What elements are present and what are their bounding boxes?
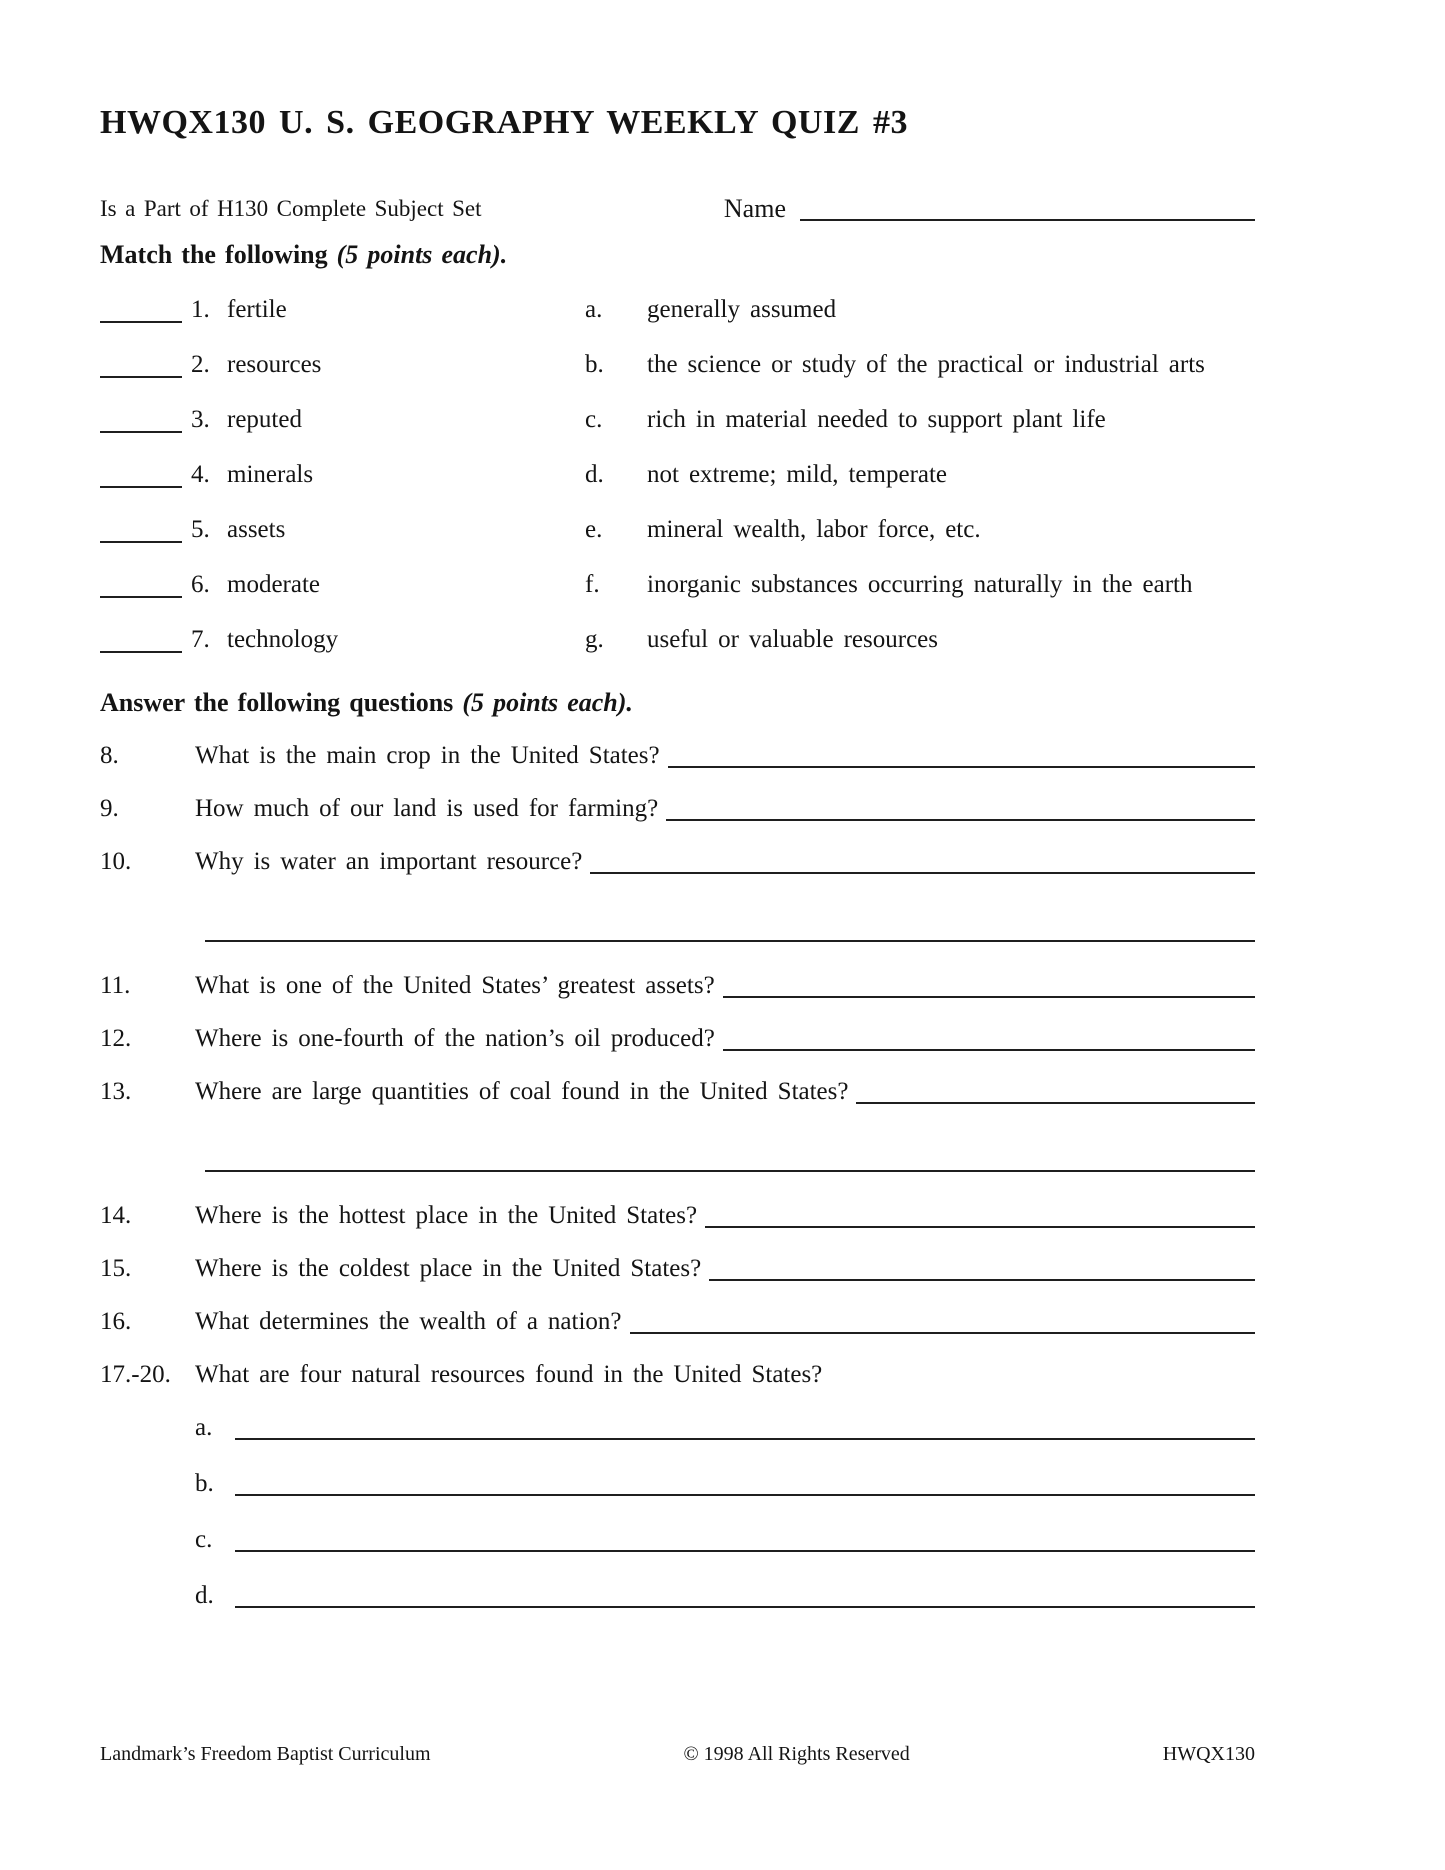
answer-line — [723, 969, 1255, 998]
footer-copyright: © 1998 All Rights Reserved — [683, 1743, 910, 1765]
answer-blank — [100, 293, 182, 323]
answer-blank — [100, 403, 182, 433]
footer — [100, 1742, 1255, 1766]
answer-line — [723, 1022, 1255, 1051]
sub-answer-line — [235, 1579, 1255, 1608]
footer-document-code: HWQX130 — [1162, 1743, 1255, 1765]
definition-letter: g. — [585, 626, 604, 653]
sub-answer-row — [195, 1411, 1255, 1444]
question-number: 16. — [100, 1308, 132, 1335]
sub-answer-line — [235, 1411, 1255, 1440]
definition-letter: c. — [585, 406, 603, 433]
matching-points-note: (5 points each). — [336, 240, 508, 269]
term-label: assets — [227, 516, 286, 543]
answer-blank — [100, 513, 182, 543]
term-number: 5. — [191, 516, 210, 543]
term-number: 4. — [191, 461, 210, 488]
answer-blank — [100, 348, 182, 378]
term-label: minerals — [227, 461, 314, 488]
match-row — [100, 513, 1255, 546]
questions-points-note: (5 points each). — [462, 688, 633, 717]
sub-answer-row — [195, 1523, 1255, 1556]
answer-line-continuation — [205, 914, 1255, 942]
definition-letter: f. — [585, 571, 600, 598]
definition-letter: e. — [585, 516, 603, 543]
term-label: moderate — [227, 571, 321, 598]
term-label: reputed — [227, 406, 302, 433]
term-number: 2. — [191, 351, 210, 378]
definition-text: generally assumed — [647, 296, 837, 323]
question-text: Where is one-fourth of the nation’s oil produced? — [195, 1025, 715, 1052]
definition-letter: d. — [585, 461, 604, 488]
question-row — [100, 1075, 1255, 1108]
question-text: How much of our land is used for farming? — [195, 795, 659, 822]
term-number: 1. — [191, 296, 210, 323]
question-text: Where are large quantities of coal found in the United States? — [195, 1078, 849, 1105]
question-row — [100, 1305, 1255, 1338]
question-number: 15. — [100, 1255, 132, 1282]
term-number: 6. — [191, 571, 210, 598]
term-label: technology — [227, 626, 339, 653]
sub-answer-letter: b. — [195, 1470, 214, 1497]
questions-heading-text: Answer the following questions — [100, 688, 454, 717]
question-row — [100, 739, 1255, 772]
question-number: 13. — [100, 1078, 132, 1105]
answer-line — [666, 792, 1255, 821]
name-fill-line — [800, 219, 1255, 221]
question-row — [100, 1199, 1255, 1232]
subtitle-row — [100, 193, 1255, 225]
subtitle: Is a Part of H130 Complete Subject Set — [100, 196, 482, 221]
definition-letter: a. — [585, 296, 603, 323]
term-number: 3. — [191, 406, 210, 433]
name-field-group — [724, 193, 1255, 225]
answer-blank — [100, 458, 182, 488]
definition-text: the science or study of the practical or industrial arts — [647, 351, 1205, 378]
question-row — [100, 792, 1255, 825]
match-row — [100, 623, 1255, 656]
question-text: What are four natural resources found in the United States? — [195, 1361, 823, 1388]
answer-line — [630, 1305, 1255, 1334]
sub-answer-row — [195, 1467, 1255, 1500]
question-number: 11. — [100, 972, 131, 999]
question-number: 17.-20. — [100, 1361, 171, 1388]
footer-publisher: Landmark’s Freedom Baptist Curriculum — [100, 1743, 431, 1765]
term-label: resources — [227, 351, 322, 378]
question-row — [100, 969, 1255, 1002]
question-row — [100, 1358, 1255, 1391]
answer-line — [856, 1075, 1255, 1104]
question-text: What is one of the United States’ greatest assets? — [195, 972, 715, 999]
question-row — [100, 1022, 1255, 1055]
question-number: 14. — [100, 1202, 132, 1229]
question-text: What determines the wealth of a nation? — [195, 1308, 622, 1335]
matching-heading-text: Match the following — [100, 240, 328, 269]
answer-line — [590, 845, 1255, 874]
page-title: HWQX130 U. S. GEOGRAPHY WEEKLY QUIZ #3 — [100, 104, 908, 141]
question-number: 9. — [100, 795, 119, 822]
answer-line — [709, 1252, 1255, 1281]
question-text: Where is the hottest place in the United States? — [195, 1202, 698, 1229]
match-row — [100, 458, 1255, 491]
question-row — [100, 1252, 1255, 1285]
section-heading-questions — [100, 687, 1255, 719]
sub-answer-row — [195, 1579, 1255, 1612]
definition-text: useful or valuable resources — [647, 626, 938, 653]
term-number: 7. — [191, 626, 210, 653]
match-row — [100, 348, 1255, 381]
sub-answer-line — [235, 1523, 1255, 1552]
definition-text: inorganic substances occurring naturally in the earth — [647, 571, 1193, 598]
answer-line — [705, 1199, 1255, 1228]
term-label: fertile — [227, 296, 287, 323]
question-text: Where is the coldest place in the United States? — [195, 1255, 702, 1282]
definition-text: mineral wealth, labor force, etc. — [647, 516, 981, 543]
question-number: 8. — [100, 742, 119, 769]
question-text: Why is water an important resource? — [195, 848, 583, 875]
answer-line — [668, 739, 1255, 768]
matching-section — [100, 293, 1255, 656]
answer-blank — [100, 568, 182, 598]
question-number: 12. — [100, 1025, 132, 1052]
sub-answer-letter: c. — [195, 1526, 213, 1553]
name-label: Name — [723, 194, 786, 223]
questions-section — [100, 739, 1255, 1612]
section-heading-matching — [100, 239, 1255, 271]
match-row — [100, 568, 1255, 601]
answer-line-continuation — [205, 1144, 1255, 1172]
question-number: 10. — [100, 848, 132, 875]
sub-answer-letter: d. — [195, 1582, 214, 1609]
answer-blank — [100, 623, 182, 653]
match-row — [100, 403, 1255, 436]
sub-answer-letter: a. — [195, 1414, 213, 1441]
question-row — [100, 845, 1255, 878]
definition-text: rich in material needed to support plant life — [647, 406, 1106, 433]
definition-text: not extreme; mild, temperate — [647, 461, 948, 488]
question-text: What is the main crop in the United States? — [195, 742, 660, 769]
definition-letter: b. — [585, 351, 604, 378]
sub-answer-line — [235, 1467, 1255, 1496]
match-row — [100, 293, 1255, 326]
